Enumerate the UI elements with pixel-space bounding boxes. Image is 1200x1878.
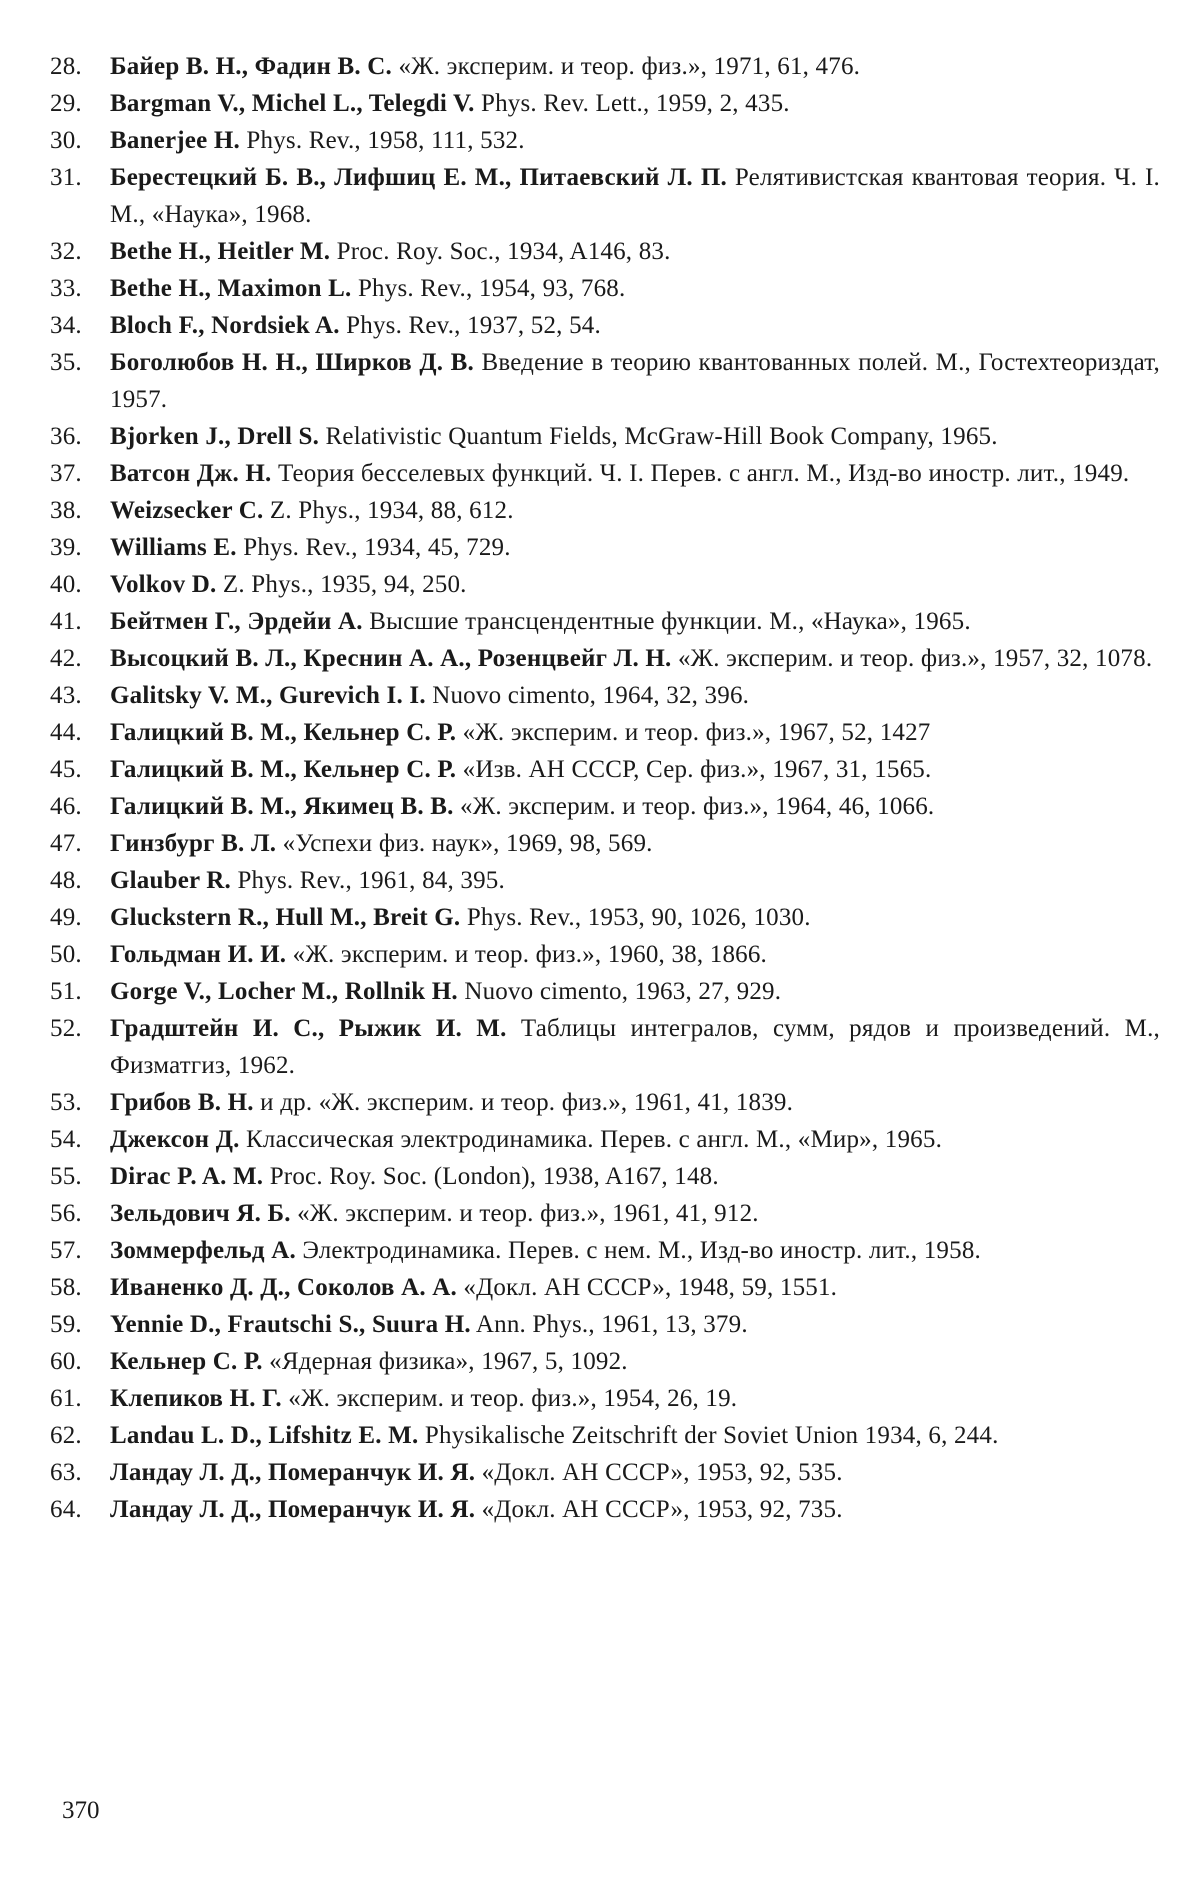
reference-authors: Галицкий В. М., Кельнер С. Р.: [110, 756, 457, 783]
reference-authors: Williams E.: [110, 534, 237, 561]
reference-authors: Glauber R.: [110, 867, 231, 894]
reference-source: «Ядерная физика», 1967, 5, 1092.: [262, 1348, 628, 1375]
reference-item: [50, 344, 1160, 418]
reference-number: 33.: [50, 275, 82, 302]
reference-number: 59.: [50, 1311, 82, 1338]
reference-item: [50, 122, 1160, 159]
reference-number: 29.: [50, 90, 82, 117]
reference-number: 42.: [50, 645, 82, 672]
reference-authors: Landau L. D., Lifshitz E. M.: [110, 1422, 419, 1449]
reference-item: [50, 714, 1160, 751]
reference-item: [50, 1380, 1160, 1417]
reference-number: 53.: [50, 1089, 82, 1116]
reference-item: [50, 1084, 1160, 1121]
reference-authors: Bjorken J., Drell S.: [110, 423, 320, 450]
reference-number: 61.: [50, 1385, 82, 1412]
reference-number: 55.: [50, 1163, 82, 1190]
reference-number: 31.: [50, 164, 82, 191]
reference-source: Теория бесселевых функций. Ч. I. Перев. с англ. М., Изд-во иностр. лит., 1949.: [271, 460, 1130, 487]
reference-number: 28.: [50, 53, 82, 80]
reference-source: «Ж. эксперим. и теор. физ.», 1964, 46, 1066.: [453, 793, 935, 820]
reference-source: Z. Phys., 1934, 88, 612.: [263, 497, 514, 524]
reference-authors: Джексон Д.: [110, 1126, 240, 1153]
reference-authors: Боголюбов Н. Н., Ширков Д. В.: [110, 349, 474, 376]
reference-source: Таблицы интегралов, сумм, рядов и произведений. М., Физматгиз, 1962.: [110, 1015, 1160, 1079]
reference-number: 39.: [50, 534, 82, 561]
reference-source: Phys. Rev., 1954, 93, 768.: [351, 275, 626, 302]
reference-number: 30.: [50, 127, 82, 154]
reference-number: 49.: [50, 904, 82, 931]
reference-authors: Weizsecker C.: [110, 497, 264, 524]
reference-item: [50, 1232, 1160, 1269]
reference-item: [50, 1306, 1160, 1343]
reference-number: 58.: [50, 1274, 82, 1301]
reference-source: «Докл. АН СССР», 1953, 92, 535.: [475, 1459, 843, 1486]
reference-source: Proc. Roy. Soc. (London), 1938, A167, 148.: [263, 1163, 719, 1190]
reference-item: [50, 973, 1160, 1010]
reference-item: [50, 751, 1160, 788]
reference-authors: Клепиков Н. Г.: [110, 1385, 282, 1412]
reference-authors: Грибов В. Н.: [110, 1089, 254, 1116]
reference-authors: Бейтмен Г., Эрдейи А.: [110, 608, 363, 635]
reference-number: 37.: [50, 460, 82, 487]
reference-item: [50, 1158, 1160, 1195]
reference-number: 54.: [50, 1126, 82, 1153]
reference-item: [50, 270, 1160, 307]
reference-item: [50, 159, 1160, 233]
reference-item: [50, 418, 1160, 455]
reference-number: 48.: [50, 867, 82, 894]
reference-source: «Ж. эксперим. и теор. физ.», 1961, 41, 912.: [290, 1200, 759, 1227]
reference-item: [50, 603, 1160, 640]
reference-source: «Докл. АН СССР», 1948, 59, 1551.: [456, 1274, 838, 1301]
reference-authors: Высоцкий В. Л., Креснин А. А., Розенцвейг Л. Н.: [110, 645, 672, 672]
reference-number: 38.: [50, 497, 82, 524]
reference-number: 57.: [50, 1237, 82, 1264]
reference-authors: Берестецкий Б. В., Лифшиц Е. М., Питаевский Л. П.: [110, 164, 727, 191]
reference-number: 45.: [50, 756, 82, 783]
reference-source: Phys. Rev., 1934, 45, 729.: [236, 534, 511, 561]
reference-source: Электродинамика. Перев. с нем. М., Изд-во иностр. лит., 1958.: [295, 1237, 981, 1264]
reference-source: «Ж. эксперим. и теор. физ.», 1967, 52, 1427: [456, 719, 931, 746]
reference-source: «Ж. эксперим. и теор. физ.», 1957, 32, 1078.: [671, 645, 1153, 672]
reference-source: «Ж. эксперим. и теор. физ.», 1960, 38, 1866.: [286, 941, 768, 968]
reference-authors: Гольдман И. И.: [110, 941, 287, 968]
reference-authors: Гинзбург В. Л.: [110, 830, 277, 857]
reference-item: [50, 862, 1160, 899]
reference-authors: Bethe H., Heitler M.: [110, 238, 331, 265]
reference-authors: Ландау Л. Д., Померанчук И. Я.: [110, 1496, 476, 1523]
page-number: 370: [62, 1797, 100, 1824]
reference-source: Ann. Phys., 1961, 13, 379.: [470, 1311, 748, 1338]
reference-item: [50, 1269, 1160, 1306]
reference-source: Nuovo cimento, 1964, 32, 396.: [425, 682, 750, 709]
reference-item: [50, 1454, 1160, 1491]
reference-item: [50, 936, 1160, 973]
reference-source: Phys. Rev., 1937, 52, 54.: [339, 312, 601, 339]
reference-item: [50, 233, 1160, 270]
reference-authors: Галицкий В. М., Кельнер С. Р.: [110, 719, 457, 746]
reference-number: 36.: [50, 423, 82, 450]
reference-item: [50, 677, 1160, 714]
reference-number: 47.: [50, 830, 82, 857]
reference-source: Z. Phys., 1935, 94, 250.: [216, 571, 467, 598]
reference-number: 43.: [50, 682, 82, 709]
reference-item: [50, 492, 1160, 529]
reference-item: [50, 455, 1160, 492]
reference-item: [50, 640, 1160, 677]
reference-authors: Ватсон Дж. Н.: [110, 460, 272, 487]
reference-authors: Bloch F., Nordsiek A.: [110, 312, 340, 339]
reference-source: Phys. Rev., 1953, 90, 1026, 1030.: [460, 904, 811, 931]
reference-number: 64.: [50, 1496, 82, 1523]
reference-source: Relativistic Quantum Fields, McGraw-Hill Book Company, 1965.: [319, 423, 998, 450]
reference-item: [50, 1195, 1160, 1232]
reference-source: Phys. Rev., 1958, 111, 532.: [239, 127, 525, 154]
reference-item: [50, 1491, 1160, 1528]
reference-authors: Volkov D.: [110, 571, 217, 598]
reference-source: Высшие трансцендентные функции. М., «Наука», 1965.: [362, 608, 971, 635]
reference-source: Классическая электродинамика. Перев. с англ. М., «Мир», 1965.: [239, 1126, 943, 1153]
reference-number: 63.: [50, 1459, 82, 1486]
reference-item: [50, 788, 1160, 825]
reference-source: Nuovo cimento, 1963, 27, 929.: [457, 978, 782, 1005]
reference-item: [50, 48, 1160, 85]
reference-authors: Градштейн И. С., Рыжик И. М.: [110, 1015, 507, 1042]
reference-number: 46.: [50, 793, 82, 820]
reference-number: 34.: [50, 312, 82, 339]
reference-source: «Ж. эксперим. и теор. физ.», 1971, 61, 476.: [392, 53, 861, 80]
reference-item: [50, 85, 1160, 122]
reference-list: [50, 48, 1160, 1528]
reference-item: [50, 307, 1160, 344]
reference-source: «Успехи физ. наук», 1969, 98, 569.: [276, 830, 653, 857]
reference-number: 35.: [50, 349, 82, 376]
reference-item: [50, 1417, 1160, 1454]
reference-source: Proc. Roy. Soc., 1934, A146, 83.: [330, 238, 671, 265]
reference-authors: Зоммерфельд А.: [110, 1237, 296, 1264]
reference-item: [50, 825, 1160, 862]
reference-source: и др. «Ж. эксперим. и теор. физ.», 1961, 41, 1839.: [253, 1089, 794, 1116]
reference-number: 60.: [50, 1348, 82, 1375]
reference-authors: Зельдович Я. Б.: [110, 1200, 291, 1227]
reference-source: «Ж. эксперим. и теор. физ.», 1954, 26, 19.: [281, 1385, 738, 1412]
reference-authors: Dirac P. A. M.: [110, 1163, 264, 1190]
reference-authors: Galitsky V. M., Gurevich I. I.: [110, 682, 426, 709]
reference-authors: Gluckstern R., Hull M., Breit G.: [110, 904, 461, 931]
reference-source: Введение в теорию квантованных полей. М., Гостехтеориздат, 1957.: [110, 349, 1160, 413]
reference-authors: Bethe H., Maximon L.: [110, 275, 352, 302]
reference-source: Релятивистская квантовая теория. Ч. I. М., «Наука», 1968.: [110, 164, 1160, 228]
reference-number: 62.: [50, 1422, 82, 1449]
reference-authors: Иваненко Д. Д., Соколов А. А.: [110, 1274, 457, 1301]
reference-item: [50, 566, 1160, 603]
reference-source: Phys. Rev. Lett., 1959, 2, 435.: [474, 90, 790, 117]
reference-number: 51.: [50, 978, 82, 1005]
reference-number: 56.: [50, 1200, 82, 1227]
reference-item: [50, 1121, 1160, 1158]
reference-number: 52.: [50, 1015, 82, 1042]
reference-item: [50, 899, 1160, 936]
reference-authors: Галицкий В. М., Якимец В. В.: [110, 793, 454, 820]
reference-number: 40.: [50, 571, 82, 598]
reference-number: 41.: [50, 608, 82, 635]
reference-authors: Ландау Л. Д., Померанчук И. Я.: [110, 1459, 476, 1486]
reference-number: 32.: [50, 238, 82, 265]
reference-source: «Докл. АН СССР», 1953, 92, 735.: [475, 1496, 843, 1523]
reference-number: 44.: [50, 719, 82, 746]
reference-item: [50, 1010, 1160, 1084]
reference-number: 50.: [50, 941, 82, 968]
reference-authors: Байер В. Н., Фадин В. С.: [110, 53, 393, 80]
reference-authors: Bargman V., Michel L., Telegdi V.: [110, 90, 475, 117]
reference-item: [50, 529, 1160, 566]
reference-authors: Кельнер С. Р.: [110, 1348, 263, 1375]
reference-authors: Gorge V., Locher M., Rollnik H.: [110, 978, 458, 1005]
reference-source: Physikalische Zeitschrift der Soviet Union 1934, 6, 244.: [418, 1422, 999, 1449]
reference-item: [50, 1343, 1160, 1380]
reference-authors: Banerjee H.: [110, 127, 240, 154]
reference-authors: Yennie D., Frautschi S., Suura H.: [110, 1311, 471, 1338]
reference-source: «Изв. АН СССР, Сер. физ.», 1967, 31, 1565.: [456, 756, 932, 783]
reference-source: Phys. Rev., 1961, 84, 395.: [231, 867, 505, 894]
